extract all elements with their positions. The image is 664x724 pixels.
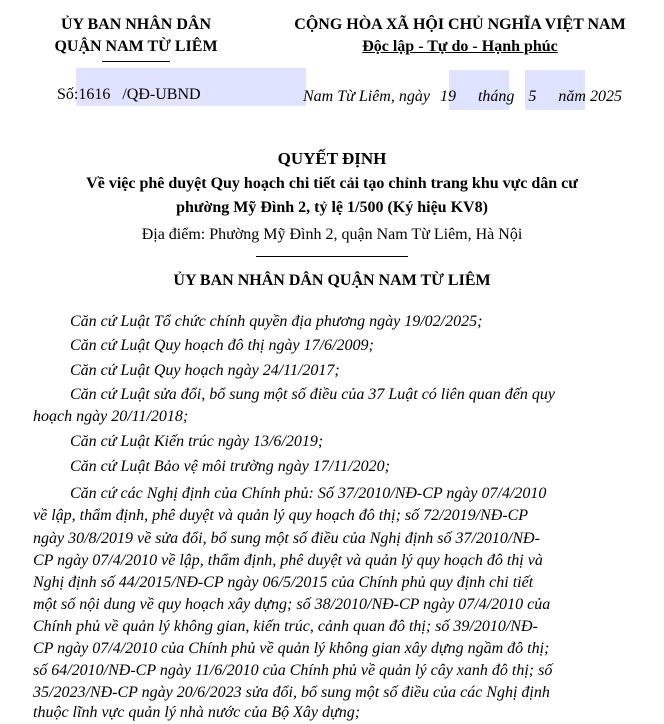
basis-line: ngày 30/8/2019 về sửa đổi, bổ sung một số điều của Nghị định số 37/2010/NĐ- — [33, 530, 540, 547]
basis-line: Căn cứ Luật Bảo vệ môi trường ngày 17/11/2020; — [70, 458, 390, 475]
authority-heading: ỦY BAN NHÂN DÂN QUẬN NAM TỪ LIÊM — [173, 272, 491, 289]
basis-line: Căn cứ Luật Kiến trúc ngày 13/6/2019; — [70, 433, 324, 450]
issuer-underline — [102, 61, 170, 62]
basis-line: Căn cứ Luật Quy hoạch ngày 24/11/2017; — [70, 362, 340, 379]
basis-line: CP ngày 07/4/2010 của Chính phủ về quản lý không gian xây dựng ngầm đô thị; — [33, 640, 550, 657]
place-label: Nam Từ Liêm, ngày — [303, 88, 430, 105]
decision-subtitle-1: Về việc phê duyệt Quy hoạch chi tiết cải tạo chỉnh trang khu vực dân cư — [86, 175, 578, 192]
issuer-line-2: QUẬN NAM TỪ LIÊM — [54, 38, 218, 55]
basis-line: Nghị định số 44/2015/NĐ-CP ngày 06/5/2015 của Chính phủ quy định chi tiết — [33, 574, 534, 591]
place-date — [303, 88, 622, 106]
issuer-line-1: ỦY BAN NHÂN DÂN — [60, 16, 212, 33]
document-number — [57, 86, 201, 104]
basis-line: thuộc lĩnh vực quản lý nhà nước của Bộ Xây dựng; — [33, 704, 361, 721]
day-value: 19 — [439, 88, 456, 105]
number-label: Số: — [57, 86, 79, 103]
basis-line: 35/2023/NĐ-CP ngày 20/6/2023 sửa đổi, bổ sung một số điều của các Nghị định — [33, 684, 550, 701]
basis-line: CP ngày 07/4/2010 về lập, thẩm định, phê duyệt và quản lý quy hoạch đô thị và — [33, 552, 543, 569]
basis-line: một số nội dung về quy hoạch xây dựng; số 38/2010/NĐ-CP ngày 07/4/2010 của — [33, 596, 551, 613]
basis-line: về lập, thẩm định, phê duyệt và quản lý quy hoạch đô thị; số 72/2019/NĐ-CP — [33, 507, 529, 524]
decision-subtitle-2: phường Mỹ Đình 2, tỷ lệ 1/500 (Ký hiệu KV8) — [176, 199, 488, 216]
country-title: CỘNG HÒA XÃ HỘI CHỦ NGHĨA VIỆT NAM — [294, 16, 626, 33]
month-label: tháng — [477, 88, 515, 105]
basis-line: Căn cứ Luật Quy hoạch đô thị ngày 17/6/2009; — [70, 337, 374, 354]
basis-line: Căn cứ Luật Tổ chức chính quyền địa phương ngày 19/02/2025; — [70, 313, 483, 330]
basis-line: hoạch ngày 20/11/2018; — [33, 408, 189, 425]
number-value: 1616 — [78, 86, 111, 103]
basis-line: Căn cứ Luật sửa đổi, bổ sung một số điều của 37 Luật có liên quan đến quy — [70, 386, 555, 403]
basis-line: số 64/2010/NĐ-CP ngày 11/6/2010 của Chính phủ về quản lý cây xanh đô thị; số — [33, 662, 553, 679]
location-line: Địa điểm: Phường Mỹ Đình 2, quận Nam Từ Liêm, Hà Nội — [141, 226, 523, 243]
decision-title: QUYẾT ĐỊNH — [277, 149, 387, 168]
number-suffix: /QĐ-UBND — [122, 86, 201, 103]
basis-line: Chính phủ về quản lý không gian, kiến trúc, cảnh quan đô thị; số 39/2010/NĐ- — [33, 618, 538, 635]
motto — [268, 38, 652, 56]
motto-text: Độc lập - Tự do - Hạnh phúc — [362, 38, 558, 55]
title-divider — [256, 256, 408, 257]
basis-line: Căn cứ các Nghị định của Chính phủ: Số 37/2010/NĐ-CP ngày 07/4/2010 — [70, 485, 547, 502]
month-value: 5 — [528, 88, 537, 105]
year-label: năm 2025 — [558, 88, 622, 105]
